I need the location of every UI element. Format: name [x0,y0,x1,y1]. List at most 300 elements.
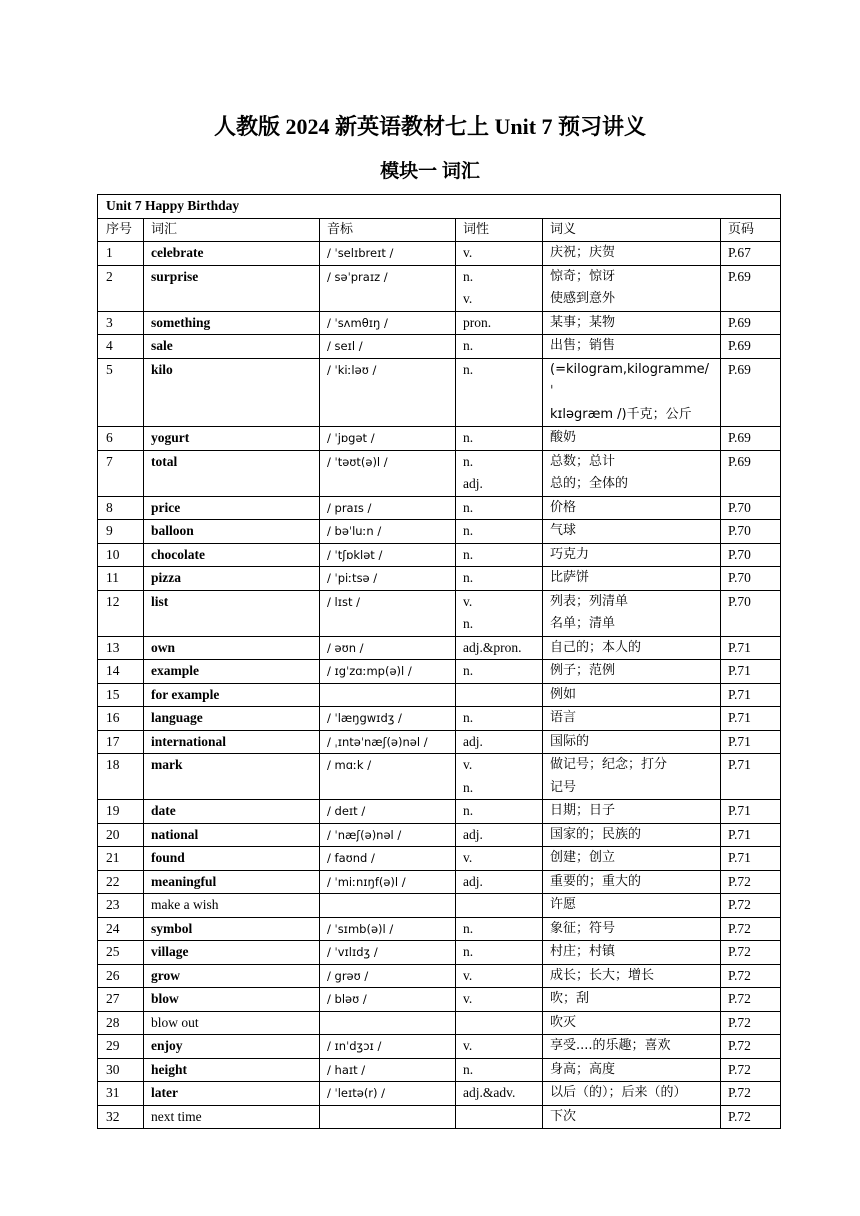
phonetic: / ˈmiːnɪŋf(ə)l / [320,870,456,894]
meaning-line: 村庄；村镇 [550,944,616,959]
table-row [98,496,781,520]
meaning [543,1035,721,1059]
part-of-speech [456,683,543,707]
part-of-speech [456,707,543,731]
vocab-word: enjoy [144,1035,320,1059]
row-number: 6 [98,427,144,451]
phonetic: / ˈselɪbreɪt / [320,242,456,266]
phonetic: / səˈpraɪz / [320,265,456,311]
meaning-line: 自己的；本人的 [550,639,642,655]
row-number: 2 [98,265,144,311]
part-of-speech [456,1035,543,1059]
meaning-line: 气球 [550,523,577,538]
row-number: 27 [98,988,144,1012]
part-of-speech-line: n. [463,663,474,678]
phonetic: / bəˈluːn / [320,520,456,544]
table-row [98,917,781,941]
vocab-word: price [144,496,320,520]
part-of-speech [456,567,543,591]
part-of-speech-line: n. [463,268,474,284]
table-row [98,358,781,427]
row-number: 29 [98,1035,144,1059]
meaning-line: 例子；范例 [550,663,616,678]
meaning-line: kɪləgræm /)千克；公斤 [550,406,692,422]
page-ref: P.72 [721,1011,781,1035]
table-row [98,894,781,918]
part-of-speech [456,1105,543,1129]
page-ref: P.69 [721,358,781,427]
meaning [543,520,721,544]
part-of-speech [456,754,543,800]
vocab-word: grow [144,964,320,988]
vocab-word: sale [144,335,320,359]
part-of-speech [456,894,543,918]
phonetic: / ˈsʌmθɪŋ / [320,311,456,335]
vocab-word: kilo [144,358,320,427]
meaning-line: 身高；高度 [550,1061,616,1077]
page-ref: P.71 [721,707,781,731]
page-ref: P.72 [721,1035,781,1059]
part-of-speech-line: v. [463,850,473,865]
phonetic: / ˈnæʃ(ə)nəl / [320,823,456,847]
row-number: 10 [98,543,144,567]
row-number: 7 [98,450,144,496]
part-of-speech [456,823,543,847]
meaning [543,894,721,918]
vocab-word: language [144,707,320,731]
meaning-line: 惊奇；惊讶 [550,268,616,284]
vocab-word: international [144,730,320,754]
part-of-speech-line: n. [463,803,474,818]
vocab-word: later [144,1082,320,1106]
header-row [98,218,781,242]
row-number: 17 [98,730,144,754]
table-row [98,636,781,660]
table-row [98,427,781,451]
meaning-line: 享受....的乐趣；喜欢 [550,1038,671,1053]
phonetic: / əʊn / [320,636,456,660]
row-number: 14 [98,660,144,684]
part-of-speech-line: n. [463,710,474,725]
part-of-speech-line: v. [463,291,473,306]
page-ref: P.71 [721,754,781,800]
meaning [543,823,721,847]
page-ref: P.69 [721,450,781,496]
meaning [543,847,721,871]
part-of-speech [456,1058,543,1082]
meaning-line: 出售；销售 [550,338,616,353]
section-title: 模块一 词汇 [380,161,480,182]
page-ref: P.71 [721,847,781,871]
meaning [543,543,721,567]
table-row [98,800,781,824]
page-ref: P.69 [721,427,781,451]
part-of-speech [456,335,543,359]
vocab-word: total [144,450,320,496]
row-number: 21 [98,847,144,871]
meaning-line: 例如 [550,686,577,702]
part-of-speech [456,1082,543,1106]
page-ref: P.71 [721,823,781,847]
part-of-speech-line: pron. [463,314,492,330]
vocab-word: found [144,847,320,871]
phonetic: / ˈkiːləʊ / [320,358,456,427]
page-ref: P.72 [721,1105,781,1129]
table-row [98,242,781,266]
meaning-line: 国家的；民族的 [550,826,642,842]
phonetic: / praɪs / [320,496,456,520]
page-ref: P.70 [721,496,781,520]
part-of-speech-line: n. [463,361,474,377]
unit-title: Unit 7 Happy Birthday [98,195,781,219]
table-row [98,567,781,591]
meaning-line: 国际的 [550,733,590,749]
page-ref: P.72 [721,964,781,988]
meaning-line: 名单；清单 [550,616,616,631]
meaning-line: 以后（的）；后来（的） [550,1085,687,1100]
row-number: 4 [98,335,144,359]
meaning [543,988,721,1012]
row-number: 3 [98,311,144,335]
meaning-line: (=kilogram,kilogramme/ ˈ [550,361,710,399]
part-of-speech-line: v. [463,757,473,772]
part-of-speech-line: n. [463,546,474,562]
row-number: 23 [98,894,144,918]
phonetic: / mɑːk / [320,754,456,800]
row-number: 32 [98,1105,144,1129]
table-row [98,683,781,707]
row-number: 28 [98,1011,144,1035]
table-row [98,450,781,496]
meaning [543,1058,721,1082]
table-row [98,590,781,636]
phonetic: / haɪt / [320,1058,456,1082]
part-of-speech [456,590,543,636]
part-of-speech-line: n. [463,499,474,515]
page-ref: P.69 [721,335,781,359]
page-ref: P.71 [721,660,781,684]
phonetic: / ˈsɪmb(ə)l / [320,917,456,941]
part-of-speech-line: v. [463,967,473,983]
page-ref: P.70 [721,567,781,591]
page-ref: P.72 [721,1058,781,1082]
vocab-word: next time [144,1105,320,1129]
part-of-speech-line: n. [463,616,474,631]
phonetic [320,1011,456,1035]
page-ref: P.72 [721,941,781,965]
vocabulary-table [97,194,781,1129]
part-of-speech [456,660,543,684]
meaning-line: 总的；全体的 [550,476,629,491]
row-number: 22 [98,870,144,894]
meaning [543,754,721,800]
meaning [543,496,721,520]
meaning-line: 做记号；纪念；打分 [550,757,668,772]
part-of-speech-line: adj. [463,873,483,889]
vocab-word: celebrate [144,242,320,266]
row-number: 12 [98,590,144,636]
part-of-speech [456,311,543,335]
meaning-line: 列表；列清单 [550,593,629,609]
vocab-word: date [144,800,320,824]
phonetic: / ˈtəʊt(ə)l / [320,450,456,496]
vocab-word: mark [144,754,320,800]
part-of-speech [456,847,543,871]
meaning [543,567,721,591]
row-number: 16 [98,707,144,731]
meaning [543,1105,721,1129]
table-row [98,660,781,684]
meaning-line: 记号 [550,779,577,795]
row-number: 15 [98,683,144,707]
part-of-speech [456,1011,543,1035]
phonetic: / ɪnˈdʒɔɪ / [320,1035,456,1059]
table-row [98,1105,781,1129]
table-row [98,1011,781,1035]
meaning-line: 使感到意外 [550,291,616,306]
part-of-speech-line: n. [463,944,474,959]
part-of-speech-line: adj. [463,476,483,491]
header-page: 页码 [721,218,781,242]
table-row [98,1035,781,1059]
meaning [543,800,721,824]
part-of-speech [456,988,543,1012]
table-row [98,847,781,871]
meaning [543,450,721,496]
row-number: 9 [98,520,144,544]
page-title: 人教版 2024 新英语教材七上 Unit 7 预习讲义 [213,114,647,139]
phonetic: / ˈtʃɒklət / [320,543,456,567]
part-of-speech [456,730,543,754]
phonetic: / ˈjɒgət / [320,427,456,451]
meaning-line: 创建；创立 [550,850,616,865]
meaning [543,964,721,988]
part-of-speech-line: n. [463,779,474,795]
phonetic: / ˈlæŋgwɪdʒ / [320,707,456,731]
page-ref: P.70 [721,543,781,567]
part-of-speech-line: adj.&pron. [463,639,522,655]
page-ref: P.72 [721,917,781,941]
part-of-speech [456,964,543,988]
part-of-speech-line: v. [463,1038,473,1053]
row-number: 11 [98,567,144,591]
row-number: 31 [98,1082,144,1106]
row-number: 26 [98,964,144,988]
page-ref: P.72 [721,894,781,918]
row-number: 18 [98,754,144,800]
meaning-line: 许愿 [550,897,577,912]
table-row [98,543,781,567]
meaning-line: 巧克力 [550,546,590,562]
meaning [543,335,721,359]
header-meaning: 词义 [543,218,721,242]
phonetic: / seɪl / [320,335,456,359]
meaning-line: 某事；某物 [550,314,616,330]
phonetic: / ɪgˈzɑːmp(ə)l / [320,660,456,684]
page-ref: P.72 [721,988,781,1012]
part-of-speech [456,520,543,544]
row-number: 1 [98,242,144,266]
row-number: 20 [98,823,144,847]
table-row [98,988,781,1012]
meaning [543,707,721,731]
header-number: 序号 [98,218,144,242]
meaning [543,427,721,451]
phonetic: / ˈvɪlɪdʒ / [320,941,456,965]
part-of-speech [456,800,543,824]
page-ref: P.71 [721,636,781,660]
table-row [98,823,781,847]
meaning [543,1011,721,1035]
meaning [543,590,721,636]
part-of-speech-line: v. [463,245,473,260]
part-of-speech [456,358,543,427]
table-row [98,730,781,754]
part-of-speech [456,543,543,567]
meaning-line: 总数；总计 [550,453,616,469]
row-number: 8 [98,496,144,520]
part-of-speech-line: n. [463,1061,474,1077]
part-of-speech-line: adj. [463,733,483,749]
table-row [98,754,781,800]
vocab-word: balloon [144,520,320,544]
part-of-speech-line: n. [463,570,474,585]
phonetic [320,1105,456,1129]
part-of-speech-line: n. [463,453,474,469]
part-of-speech-line: adj. [463,826,483,842]
table-row [98,964,781,988]
phonetic: / faʊnd / [320,847,456,871]
table-row [98,265,781,311]
phonetic: / grəʊ / [320,964,456,988]
meaning-line: 象征；符号 [550,920,616,936]
part-of-speech-line: v. [463,593,473,609]
phonetic: / bləʊ / [320,988,456,1012]
table-row [98,335,781,359]
meaning [543,730,721,754]
table-row [98,707,781,731]
vocab-word: own [144,636,320,660]
page-ref: P.72 [721,870,781,894]
vocab-word: yogurt [144,427,320,451]
table-row [98,311,781,335]
phonetic [320,683,456,707]
meaning [543,870,721,894]
vocab-word: surprise [144,265,320,311]
meaning-line: 下次 [550,1108,577,1124]
meaning-line: 吹；刮 [550,991,590,1006]
part-of-speech [456,870,543,894]
vocabulary-rows [98,242,781,1129]
part-of-speech [456,450,543,496]
meaning [543,941,721,965]
header-part-of-speech: 词性 [456,218,543,242]
row-number: 5 [98,358,144,427]
row-number: 30 [98,1058,144,1082]
vocab-word: village [144,941,320,965]
part-of-speech [456,917,543,941]
meaning [543,1082,721,1106]
part-of-speech-line: n. [463,523,474,538]
meaning-line: 语言 [550,710,577,725]
vocab-word: make a wish [144,894,320,918]
part-of-speech [456,941,543,965]
vocab-word: example [144,660,320,684]
header-phonetic: 音标 [320,218,456,242]
vocab-word: list [144,590,320,636]
part-of-speech-line: adj.&adv. [463,1085,516,1100]
page-ref: P.69 [721,265,781,311]
meaning [543,917,721,941]
vocab-word: symbol [144,917,320,941]
meaning-line: 酸奶 [550,430,577,445]
meaning [543,265,721,311]
meaning-line: 价格 [550,499,577,515]
part-of-speech [456,496,543,520]
phonetic: / ˌɪntəˈnæʃ(ə)nəl / [320,730,456,754]
row-number: 25 [98,941,144,965]
meaning-line: 重要的；重大的 [550,873,642,889]
table-row [98,520,781,544]
row-number: 24 [98,917,144,941]
meaning-line: 吹灭 [550,1014,577,1030]
header-word: 词汇 [144,218,320,242]
vocab-word: for example [144,683,320,707]
meaning [543,358,721,427]
meaning-line: 比萨饼 [550,570,590,585]
phonetic: / lɪst / [320,590,456,636]
meaning [543,242,721,266]
table-row [98,1058,781,1082]
part-of-speech-line: n. [463,430,474,445]
page-ref: P.67 [721,242,781,266]
row-number: 13 [98,636,144,660]
meaning [543,683,721,707]
vocab-word: blow out [144,1011,320,1035]
vocab-word: chocolate [144,543,320,567]
page-ref: P.70 [721,520,781,544]
part-of-speech [456,636,543,660]
page-ref: P.71 [721,683,781,707]
table-row [98,941,781,965]
part-of-speech [456,427,543,451]
page-ref: P.71 [721,730,781,754]
page-ref: P.71 [721,800,781,824]
vocab-word: height [144,1058,320,1082]
part-of-speech-line: n. [463,338,474,353]
part-of-speech [456,242,543,266]
page-ref: P.72 [721,1082,781,1106]
phonetic [320,894,456,918]
row-number: 19 [98,800,144,824]
page-ref: P.69 [721,311,781,335]
table-row [98,870,781,894]
vocab-word: blow [144,988,320,1012]
vocab-word: pizza [144,567,320,591]
meaning [543,660,721,684]
part-of-speech [456,265,543,311]
page-ref: P.70 [721,590,781,636]
meaning-line: 庆祝；庆贺 [550,245,616,260]
phonetic: / ˈleɪtə(r) / [320,1082,456,1106]
meaning [543,311,721,335]
meaning [543,636,721,660]
vocab-word: something [144,311,320,335]
phonetic: / ˈpiːtsə / [320,567,456,591]
table-row [98,1082,781,1106]
vocab-word: meaningful [144,870,320,894]
meaning-line: 日期；日子 [550,803,616,818]
